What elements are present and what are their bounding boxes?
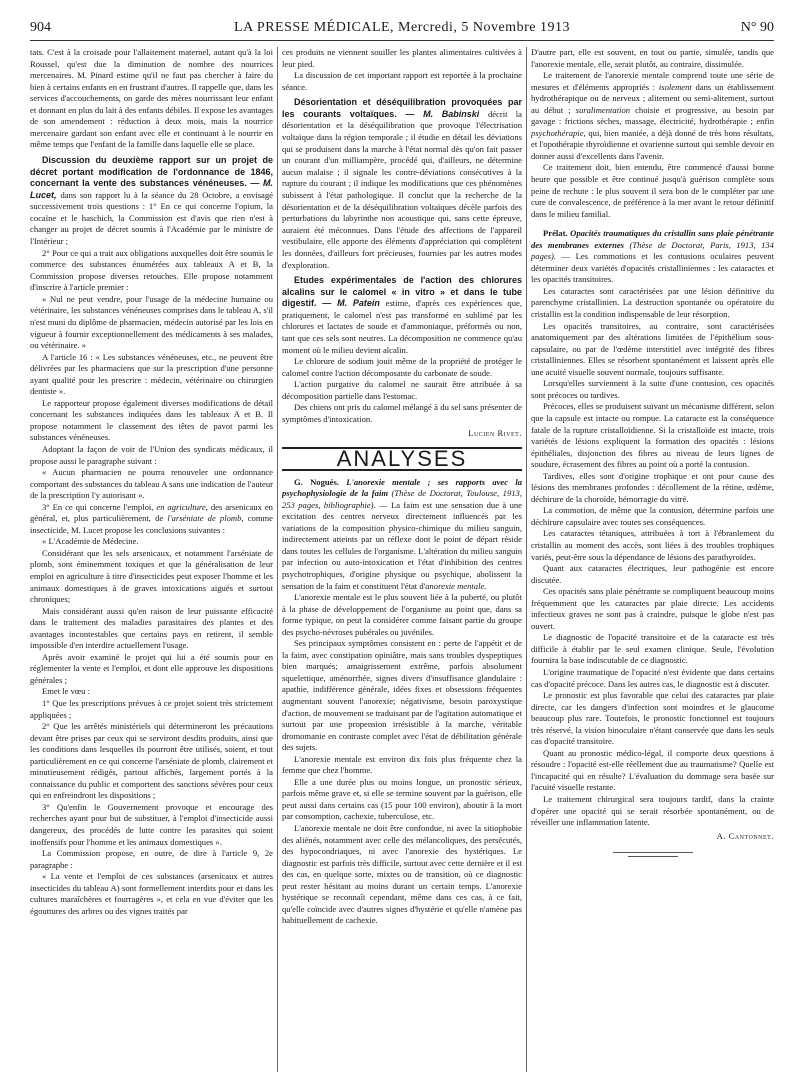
paragraph: 2° Pour ce qui a trait aux obligations auxquelles doit être soumis le commerce des substances énumérées aux tableaux A et B, la Commission propose diverses retouches. Elle propose notamment d'inscrire à l'article premier : bbox=[30, 247, 273, 293]
heading-author: — M. Patein bbox=[322, 298, 380, 309]
paragraph: ces produits ne viennent souiller les plantes alimentaires cultivées à leur pied. bbox=[282, 47, 522, 69]
paragraph: Après avoir examiné le projet qui lui a été soumis pour en réglementer la vente et l'emploi, et dont elle approuve les dispositions générales ; bbox=[30, 651, 273, 685]
header-rule bbox=[30, 40, 774, 41]
paragraph: La commotion, de même que la contusion, détermine parfois une déchirure capsulaire avec toutes ses conséquences. bbox=[531, 505, 774, 527]
text-run: comme insecticide, M. Lucet propose les conclusions suivantes : bbox=[30, 513, 273, 535]
paragraph: Des chiens ont pris du calomel mélangé à du sel sans présenter de symptômes d'intoxication. bbox=[282, 402, 522, 424]
analysis-entry bbox=[531, 228, 774, 286]
text-run: 3° En ce qui concerne l'emploi, bbox=[42, 501, 154, 512]
paragraph: Elle a une durée plus ou moins longue, un pronostic sérieux, parfois même grave et, si elle se termine souvent par la guérison, elle peut aussi dans certains cas (15 pour 100 environ), aboutir à la mort par consomption, cachexie, tuberculose, etc. bbox=[282, 776, 522, 822]
paragraph: Quant au pronostic médico-légal, il comporte deux questions à résoudre : l'opacité est-elle réellement due au traumatisme? Quelle est l'incapacité qui en résulte? L'évaluation du dommage sera basée sur l'acuité visuelle restante. bbox=[531, 747, 774, 793]
text-run: Le traitement de l'anorexie mentale comprend toute une série de mesures et d'éléments appropriés : bbox=[531, 70, 774, 92]
paragraph: Considérant que les sels arsenicaux, et notamment l'arséniate de plomb, sont éminemment toxiques et que la généralisation de leur emploi en agriculture à titre d'insecticides peut exposer l'homme et les animaux domestiques à de graves intoxications aiguës et surtout chroniques; bbox=[30, 547, 273, 605]
paragraph: Mais considérant aussi qu'en raison de leur puissante efficacité dans le traitement des maladies parasitaires des plantes et des avantages incontestables que certains pays en retirent, il semble impossible d'en interdire actuellement l'usage. bbox=[30, 605, 273, 651]
column-1 bbox=[30, 47, 273, 1077]
paragraph bbox=[531, 70, 774, 162]
paragraph: Adoptant la façon de voir de l'Union des syndicats médicaux, il propose aussi le paragraphe suivant : bbox=[30, 443, 273, 466]
text-run: — La faim est une sensation due à une excitation des centres nerveux directement influencés par les variations de la composition physico-chimique du milieu sanguin, indirectement atteints par un réflexe dont le point de départ réside dans toutes les cellules de l'organisme. L'altération du milieu sanguin par infection ou auto-intoxication et l'état d'inhibition des centres psychotrophiques, d'origine physique ou psychique, abolissent la sensation de la faim et constituent l'état d' bbox=[282, 499, 522, 591]
paragraph: estime, d'après ces expériences que, pratiquement, le calomel n'est pas transformé en sublimé par les chlorures et lactates de soude et d'ammoniaque, préformés ou non, tant que ces sels sont neutres. La décomposition ne commence qu'au moment où le milieu devient alcalin. bbox=[282, 298, 522, 355]
paragraph: Tardives, elles sont d'origine trophique et ont pour cause des lésions des membranes profondes : décollement de la rétine, œdème, déchirure de la choroïde, hémorragie du vitré. bbox=[531, 470, 774, 504]
paragraph: tats. C'est à la croisade pour l'allaitement maternel, autant qu'à la loi Roussel, qu'est due la diminution de nombre des nourrices mercenaires. M. Pinard estime qu'il ne faut pas chercher à faire du bien à certains enfants en en frustrant d'autres. Il rappelle que, dans les services d'accouchements, on garde des mères nourrissant leur enfant et donnant en plus du lait à des enfants débiles. Il expose les avantages de son amendement : réduction à deux mois, mais la nourrice mercenaire gardant son enfant avec elle et continuant à le nourrir en même temps que l'enfant de la famille dans laquelle elle se place. bbox=[30, 47, 273, 150]
paragraph: Ce traitement doit, bien entendu, être commencé d'aussi bonne heure que possible et être continué jusqu'à guérison complète sous peine de rechute : le plus souvent il sera bon de le compléter par une cure de convalescence, de préférence à la mer avant le retour définitif dans le milieu familial. bbox=[531, 162, 774, 219]
page-header bbox=[30, 20, 774, 40]
analysis-entry bbox=[282, 477, 522, 592]
section-heading bbox=[282, 97, 522, 271]
column-divider bbox=[526, 47, 527, 1072]
paragraph: Les cataractes tétaniques, attribuées à tort à l'ébranlement du cristallin au moment des accès, sont liées à des troubles trophiques variés, peut-être sous la dépendance de lésions des parathyroïdes. bbox=[531, 528, 774, 562]
paragraph: Le traitement chirurgical sera toujours tardif, dans la crainte d'opérer une opacité qui se serait résorbée spontanément, ou de réveiller une inflammation latente. bbox=[531, 794, 774, 828]
end-rule bbox=[613, 852, 693, 853]
paragraph: Emet le vœu : bbox=[42, 686, 90, 697]
heading-text: Discussion du deuxième rapport sur un projet de décret portant modification de l'ordonnance de 1846, concernant la vente des substances vénéneuses. bbox=[30, 154, 273, 189]
end-rule bbox=[628, 856, 678, 857]
column-3 bbox=[531, 47, 774, 1077]
quote: « Aucun pharmacien ne pourra renouveler une ordonnance comportant des substances du tableau A sans une indication de l'auteur de la prescription l'y autorisant ». bbox=[30, 467, 273, 501]
paragraph: Le chlorure de sodium jouit même de la propriété de protéger le calomel contre l'action décomposante du carbonate de soude. bbox=[282, 356, 522, 378]
heading-author: — M. Babinski bbox=[405, 108, 480, 119]
signature: Lucien Rivet. bbox=[468, 427, 522, 438]
paragraph: La Commission propose, en outre, de dire à l'article 9, 2e paragraphe : bbox=[30, 848, 273, 870]
paragraph: Le rapporteur propose également diverses modifications de détail concernant les substances indiquées dans les tableaux A et B. Il propose notamment le classement des têtes de pavot parmi les substances vénéneuses. bbox=[30, 397, 273, 443]
paragraph: Le diagnostic de l'opacité transitoire et de la cataracte est très difficile à établir par le seul examen clinique. Seule, l'évolution fournira la base indiscutable de ce diagnostic. bbox=[531, 632, 774, 666]
paragraph: décrit la désorientation et la déséquilibration que provoque l'électrisation voltaïque dans la région temporale ; il étudie en détail les déviations qui se produisent dans la marche à l'état normal dès qu'on fait passer un courant d'un milliampère, procédé qui, d'ailleurs, ne détermine aucun malaise ; il signale les contre-déviations consécutives à la rupture du courant ; il indique les modifications que ces phénomènes subissent à l'état pathologique. Il conclut que la recherche de la désorientation et de la déséquilibration voltaïques décèle parfois des perturbations du labyrinthe non acoustique qui, sans cette épreuve, auraient été méconnues. Dans l'étude des affections de l'appareil vestibulaire, elle apporte des éléments d'appréciation qui complètent les données, d'ailleurs fort précieuses, fournies par les autres modes d'exploration. bbox=[282, 108, 522, 270]
paragraph: L'action purgative du calomel ne saurait être attribuée à sa décomposition partielle dans l'estomac. bbox=[282, 379, 522, 401]
paragraph: Ces opacités sans plaie pénétrante se compliquent beaucoup moins fréquemment que les cataractes par plaie directe. Les accidents infectieux graves ne sont pas à craindre, puisque le globe n'est pas ouvert. bbox=[531, 586, 774, 631]
paragraph: Ses principaux symptômes consistent en : perte de l'appétit et de la faim, avec constipation opiniâtre, mais sans troubles dyspeptiques bien marqués; amaigrissement extrême, parfois absolument squelettique, aménorrhée, signes divers d'insuffisance glandulaire : apathie, indifférence générale, idées fixes et obsessions fréquentes augmentant souvent l'anorexie; négativisme, besoin paroxystique d'action, de mouvement se traduisant par de l'agitation automatique et surtout par une propension irrésistible à la marche, véritable dromomanie en contraste complet avec l'état de débilitation générale des sujets. bbox=[282, 638, 522, 753]
paragraph: 3° Qu'enfin le Gouvernement provoque et encourage des recherches ayant pour but de substituer, à l'emploi d'insecticide aussi dangereux, des procédés de lutte contre les parasites qui soient inoffensifs pour l'homme et les animaux domestiques ». bbox=[30, 801, 273, 847]
paragraph: L'origine traumatique de l'opacité n'est évidente que dans certains cas d'opacité précoce. Dans les autres cas, le diagnostic est à discuter. bbox=[531, 666, 774, 689]
text-run: l'arséniate de plomb, bbox=[167, 513, 244, 524]
paragraph: Les cataractes sont caractérisées par une lésion définitive du parenchyme cristallinien. La destruction spontanée ou opératoire du cristallin est la condition indispensable de leur résorption. bbox=[531, 285, 774, 320]
analysis-source: (Thèse de Doctorat, Toulouse, 1913, 253 pages, bibliographie). bbox=[282, 488, 522, 510]
paragraph: L'anorexie mentale est le plus souvent liée à la puberté, ou plutôt à la phase de développement de l'organisme au point que, dans sa forme typique, on peut la considérer comme faisant partie du groupe des psycho-névroses pubérales ou juvéniles. bbox=[282, 592, 522, 637]
paragraph: La discussion de cet important rapport est reportée à la prochaine séance. bbox=[282, 70, 522, 92]
paragraph: Précoces, elles se produisent suivant un mécanisme différent, selon que la capsule est intacte ou rompue. La cataracte est la conséquence fatale de la rupture cristalloïdienne. Si la cristalloïde est intacte, trois variétés de lésions expliquent la formation des opacités : lésions épithéliales, disjonction des fibres au niveau de leurs lignes de soudure, écrasement des fibres au point où a porté la contusion. bbox=[531, 401, 774, 470]
paragraph: 1° Que les prescriptions prévues à ce projet soient très strictement appliquées ; bbox=[30, 698, 273, 720]
paragraph: Quant aux cataractes électriques, leur pathogénie est encore discutée. bbox=[531, 563, 774, 585]
section-heading bbox=[282, 275, 522, 356]
text-run: des arsenicaux en général, et, plus particulièrement, de bbox=[30, 501, 273, 524]
text-run: suralimentation bbox=[575, 104, 631, 115]
heading-text: Désorientation et déséquilibration provoquées par les courants voltaïques. bbox=[282, 97, 522, 119]
text-run: choisie et progressive, au besoin par gavage : frictions sèches, massage, électricité, hydrothérapie ; enfin bbox=[531, 104, 774, 127]
text-run: dans un établissement hydrothérapique ou de nerveux ; alitement ou semi-alitement, surtout au début ; bbox=[531, 81, 774, 115]
quote: « La vente et l'emploi de ces substances (arsenicaux et autres insecticides du tableau A) sont formellement interdits pour et dans les cultures maraîchères et fourragères », et cela en vue d'éviter que les égouttures des arbres ou des vignes traités par bbox=[30, 871, 273, 916]
text-run: isolement bbox=[658, 81, 692, 92]
paragraph: Les opacités transitoires, au contraire, sont caractérisées anatomiquement par des altérations limitées de l'épithélium sous-capsulaire, ou par de l'œdème interstitiel avec intégrité des fibres cristalliniennes. Elles se résorbent spontanément et laissent après elle une acuité visuelle souvent normale, toujours suffisante. bbox=[531, 320, 774, 377]
signature: A. Cantonnet. bbox=[716, 830, 774, 841]
issue-number: N° 90 bbox=[740, 20, 774, 35]
analysis-author: G. Nogués. bbox=[294, 476, 339, 487]
text-run: — Les commotions et les contusions oculaires peuvent déterminer deux variétés d'opacités cristalliniennes : les cataractes et les opacités transitoires. bbox=[531, 251, 774, 285]
heading-author: — M. Lucet, bbox=[30, 178, 273, 200]
analysis-source: (Thèse de Doctorat, Paris, 1913, 134 pages). bbox=[531, 239, 774, 262]
text-run: psychothérapie, bbox=[531, 127, 586, 138]
paragraph: 2° Que les arrêtés ministériels qui détermineront les précautions devant être prises par ceux qui se serviront desdits produits, ainsi que les conditions dans lesquelles ils pourront être utilisés, soient, et tout particulièrement en ce qui concerne l'arséniate de plomb, clairement et minutieusement rédigés, partout affichés, largement portés à la connaissance du public et comportent des sanctions sévères pour ceux qui en enfreindront les dispositions ; bbox=[30, 721, 273, 801]
section-title-analyses: ANALYSES bbox=[282, 447, 522, 471]
section-heading bbox=[30, 155, 273, 248]
paragraph: L'anorexie mentale ne doit être confondue, ni avec la sitiophobie des aliénés, notamment avec celle des mélancoliques, des persécutés, des hypocondriaques, ni avec l'anorexie des hystériques. Le diagnostic est parfois très difficile, surtout avec cette dernière et il est des cas, en quelque sorte, mixtes ou de transition, où ce diagnostic peut rester hésitant au moins durant un certain temps. L'anorexie hystérique se reconnaît cependant, même dans ces cas, à ce fait, qu'elle coïncide avec d'autres signes d'hystérie et qu'elle n'amène pas habituellement de cachexie. bbox=[282, 823, 522, 926]
column-2 bbox=[282, 47, 522, 1077]
text-run: en agriculture, bbox=[156, 501, 208, 512]
paragraph: L'anorexie mentale est environ dix fois plus fréquente chez la femme que chez l'homme. bbox=[282, 753, 522, 776]
paragraph: « L'Académie de Médecine. bbox=[42, 536, 139, 547]
analysis-title: L'anorexie mentale ; ses rapports avec la psychophysiologie de la faim bbox=[282, 476, 522, 499]
paragraph: A l'article 16 : « Les substances vénéneuses, etc., ne peuvent être délivrées par les pharmaciens que sur la prescription d'une personne ayant qualité pour les prescrire : médecin, vétérinaire ou chirurgien dentiste ». bbox=[30, 351, 273, 397]
page-number: 904 bbox=[30, 20, 51, 35]
paragraph: dans son rapport lu à la séance du 28 Octobre, a envisagé successivement trois questions : 1° En ce qui concerne l'opium, la cocaïne et le haschich, la Commission est d'avis que rien n'est à changer au projet de décret soumis à l'Académie par le ministre de l'Intérieur ; bbox=[30, 189, 273, 247]
heading-text: Etudes expérimentales de l'action des chlorures alcalins sur le calomel « in vitro » et dans le tube digestif. bbox=[282, 275, 522, 309]
paragraph bbox=[30, 502, 273, 537]
text-run: qui, bien maniée, a déjà donné de très bons résultats, et l'opothérapie thyroïdienne et ovarienne surtout qui semble devoir en donner aussi d'excellents dans l'avenir. bbox=[531, 127, 774, 161]
quote: « Nul ne peut vendre, pour l'usage de la médecine humaine ou vétérinaire, les substances vénéneuses comprises dans le tableau A, s'il n'est muni du diplôme de pharmacien, médecin autorisé par les lois en vigueur à fournir exceptionnellement des médicaments à ses malades, ou vétérinaire. » bbox=[30, 293, 273, 351]
paragraph: Lorsqu'elles surviennent à la suite d'une contusion, ces opacités sont précoces ou tardives. bbox=[531, 378, 774, 400]
paragraph: D'autre part, elle est souvent, en tout ou partie, simulée, tandis que l'anorexie mentale, elle, serait plutôt, au contraire, dissimulée. bbox=[531, 47, 774, 69]
paragraph: Le pronostic est plus favorable que celui des cataractes par plaie directe, car les dangers d'infection sont moindres et le glaucome beaucoup plus rare. Toutefois, le pronostic fonctionnel est toujours très réservé, la vision binoculaire n'étant conservée que dans les seuls cas d'opacité transitoire. bbox=[531, 690, 774, 747]
analysis-author: Prélat. bbox=[543, 228, 568, 239]
journal-title: LA PRESSE MÉDICALE, Mercredi, 5 Novembre 1913 bbox=[234, 20, 570, 35]
analysis-title: Opacités traumatiques du cristallin sans plaie pénétrante des membranes externes bbox=[531, 228, 774, 250]
text-run: anorexie mentale. bbox=[425, 580, 487, 591]
column-divider bbox=[277, 47, 278, 1072]
